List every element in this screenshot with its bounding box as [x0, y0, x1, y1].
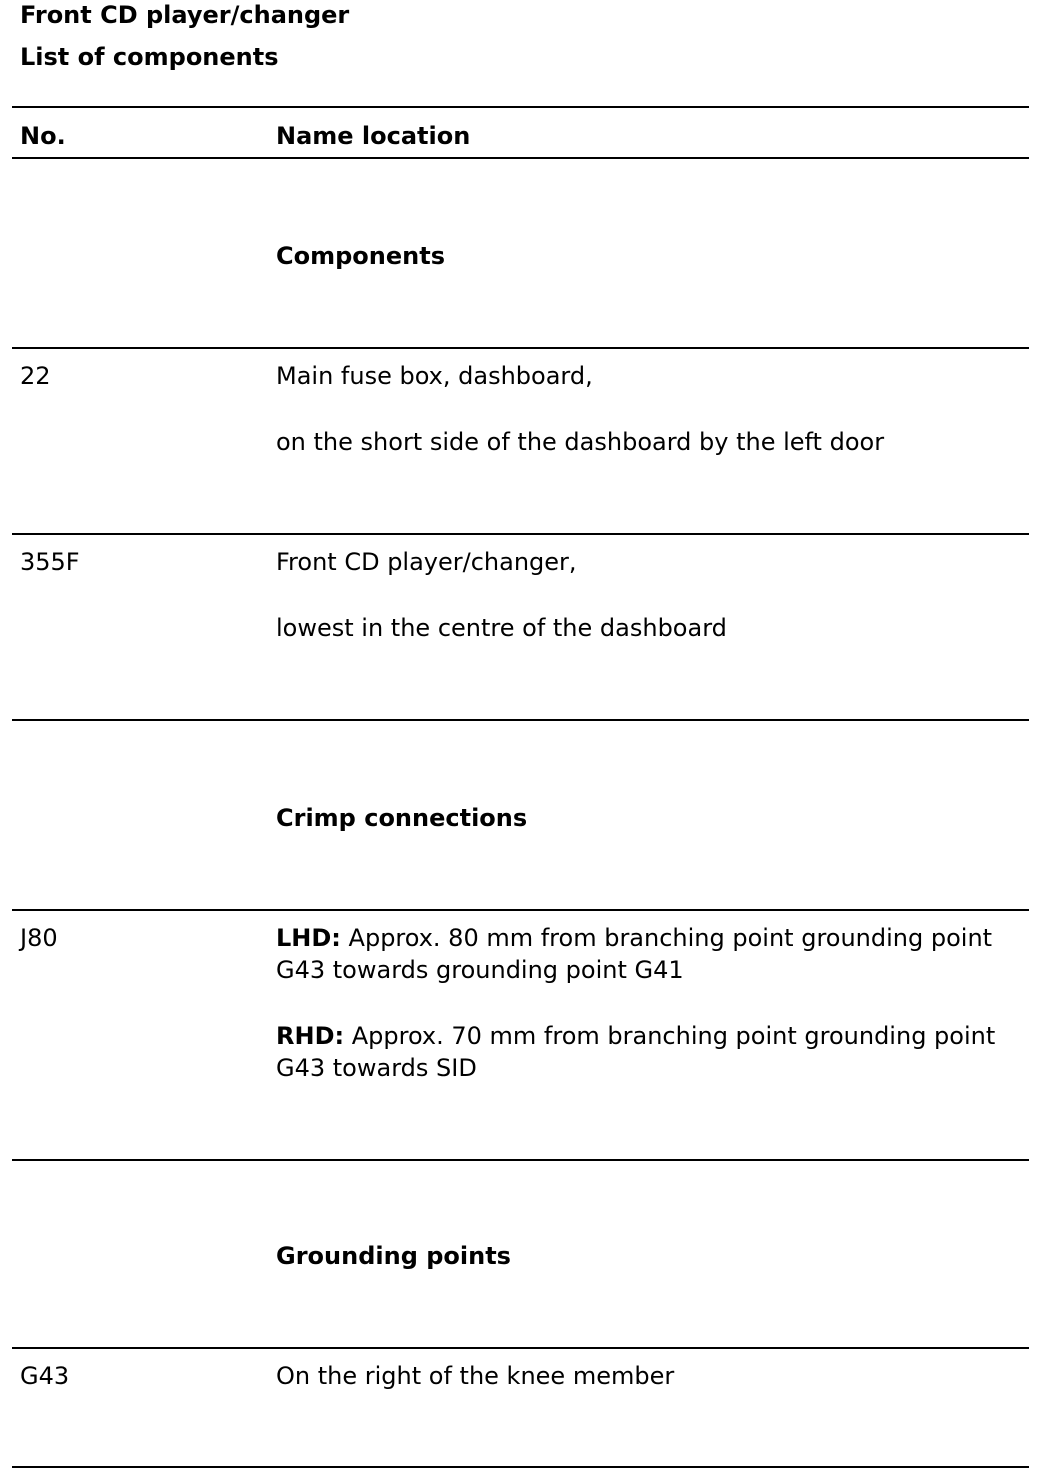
- header-bottom-rule: [12, 157, 1029, 159]
- table-bottom-rule: [12, 1466, 1029, 1468]
- row-j80-no: J80: [20, 924, 58, 952]
- header-name-location: Name location: [276, 122, 471, 150]
- row-355f-name: Front CD player/changer,: [276, 548, 577, 576]
- row-g43-no: G43: [20, 1362, 70, 1390]
- lhd-label: LHD:: [276, 924, 341, 952]
- document-subtitle: List of components: [20, 43, 279, 71]
- rhd-text: Approx. 70 mm from branching point grounding point G43 towards SID: [276, 1022, 996, 1082]
- row-divider: [12, 909, 1029, 911]
- row-divider: [12, 347, 1029, 349]
- section-components: Components: [276, 242, 445, 270]
- row-j80-lhd: [276, 922, 1016, 986]
- row-divider: [12, 1347, 1029, 1349]
- rhd-label: RHD:: [276, 1022, 345, 1050]
- row-355f-no: 355F: [20, 548, 80, 576]
- table-top-rule: [12, 106, 1029, 108]
- section-crimp-connections: Crimp connections: [276, 804, 528, 832]
- row-j80-rhd: [276, 1020, 1016, 1084]
- row-22-no: 22: [20, 362, 51, 390]
- lhd-text: Approx. 80 mm from branching point grounding point G43 towards grounding point G41: [276, 924, 993, 984]
- row-22-name: Main fuse box, dashboard,: [276, 362, 593, 390]
- header-no: No.: [20, 122, 66, 150]
- row-355f-location: lowest in the centre of the dashboard: [276, 614, 727, 642]
- section-grounding-points: Grounding points: [276, 1242, 511, 1270]
- row-divider: [12, 1159, 1029, 1161]
- row-22-location: on the short side of the dashboard by the left door: [276, 428, 885, 456]
- document-title: Front CD player/changer: [20, 1, 350, 29]
- row-g43-location: On the right of the knee member: [276, 1362, 675, 1390]
- row-divider: [12, 533, 1029, 535]
- row-divider: [12, 719, 1029, 721]
